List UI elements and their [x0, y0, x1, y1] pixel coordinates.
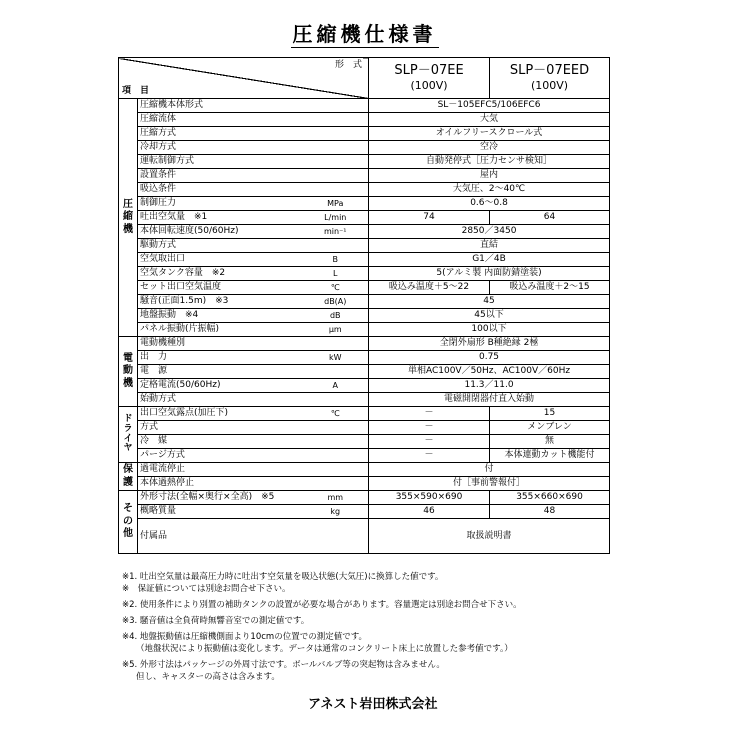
- table-row: ドライヤ 出口空気露点(加圧下) ℃ － 15: [119, 407, 610, 421]
- footnote: ※5. 外形寸法はパッケージの外周寸法です。ボールバルブ等の突起物は含みません。: [122, 660, 445, 670]
- table-row: 圧縮流体 大気: [119, 113, 610, 127]
- table-row: 方式 － メンブレン: [119, 421, 610, 435]
- document-title: 圧縮機仕様書: [292, 22, 437, 46]
- koumoku-label: 項 目: [122, 86, 150, 96]
- table-row: 圧縮機 圧縮機本体形式 SL－105EFC5/106EFC6: [119, 99, 610, 113]
- table-row: 圧縮方式 オイルフリースクロール式: [119, 127, 610, 141]
- table-row: 地盤振動 ※4 dB 45以下: [119, 309, 610, 323]
- footnote: ※ 保証値については別途お問合せ下さい。: [122, 584, 291, 594]
- model-a: SLP－07EE (100V): [369, 58, 490, 99]
- table-row: 定格電流(50/60Hz) A 11.3／11.0: [119, 379, 610, 393]
- katashiki-label: 形 式: [335, 60, 363, 70]
- footnote: 但し、キャスターの高さは含みます。: [136, 672, 280, 682]
- section-other: その他: [119, 491, 138, 554]
- section-motor: 電動機: [119, 337, 138, 407]
- table-row: 電 源 単相AC100V／50Hz、AC100V／60Hz: [119, 365, 610, 379]
- section-compressor: 圧縮機: [119, 99, 138, 337]
- table-row: セット出口空気温度 ℃ 吸込み温度＋5～22 吸込み温度＋2～15: [119, 281, 610, 295]
- spec-table: [118, 57, 610, 554]
- table-row: 吸込条件 大気圧、2～40℃: [119, 183, 610, 197]
- table-row: 本体過熱停止 付［事前警報付］: [119, 477, 610, 491]
- table-row: 空気タンク容量 ※2 L 5(アルミ製 内面防錆塗装): [119, 267, 610, 281]
- table-row: 保護 過電流停止 付: [119, 463, 610, 477]
- table-row: 電動機 電動機種別 全閉外扇形 B種絶縁 2極: [119, 337, 610, 351]
- table-row: 騒音(正面1.5m) ※3 dB(A) 45: [119, 295, 610, 309]
- header-corner: [119, 58, 369, 99]
- model-b: SLP－07EED (100V): [490, 58, 610, 99]
- table-row: 駆動方式 直結: [119, 239, 610, 253]
- footnote: ※3. 騒音値は全負荷時無響音室での測定値です。: [122, 616, 310, 626]
- table-row: 概略質量 kg 46 48: [119, 505, 610, 519]
- table-row: その他 外形寸法(全幅×奥行×全高) ※5 mm 355×590×690 355×660×690: [119, 491, 610, 505]
- table-row: 空気取出口 B G1／4B: [119, 253, 610, 267]
- footnotes: [122, 571, 642, 683]
- footnote: ※2. 使用条件により別置の補助タンクの設置が必要な場合があります。容量選定は別途お問合せ下さい。: [122, 600, 522, 610]
- table-row: パネル振動(片振幅) μm 100以下: [119, 323, 610, 337]
- table-row: 本体回転速度(50/60Hz) min⁻¹ 2850／3450: [119, 225, 610, 239]
- table-row: 設置条件 屋内: [119, 169, 610, 183]
- table-row: 冷却方式 空冷: [119, 141, 610, 155]
- section-protection: 保護: [119, 463, 138, 491]
- company-name: アネスト岩田株式会社: [308, 697, 438, 712]
- table-row: 冷 媒 － 無: [119, 435, 610, 449]
- table-row: 出 力 kW 0.75: [119, 351, 610, 365]
- footnote: ※4. 地盤振動値は圧縮機側面より10cmの位置での測定値です。: [122, 632, 368, 642]
- table-row: パージ方式 － 本体連動カット機能付: [119, 449, 610, 463]
- footnote: ※1. 吐出空気量は最高圧力時に吐出す空気量を吸込状態(大気圧)に換算した値です。: [122, 572, 444, 582]
- table-row: 運転制御方式 自動発停式［圧力センサ検知］: [119, 155, 610, 169]
- table-row: 始動方式 電磁開閉器付直入始動: [119, 393, 610, 407]
- header-row: [119, 58, 610, 99]
- table-row: 付属品 取扱説明書: [119, 519, 610, 554]
- footnote: （地盤状況により振動値は変化します。データは通常のコンクリート床上に放置した参考値です。）: [136, 644, 513, 654]
- table-row: 吐出空気量 ※1 L/min 74 64: [119, 211, 610, 225]
- table-row: 制御圧力 MPa 0.6～0.8: [119, 197, 610, 211]
- section-dryer: ドライヤ: [119, 407, 138, 463]
